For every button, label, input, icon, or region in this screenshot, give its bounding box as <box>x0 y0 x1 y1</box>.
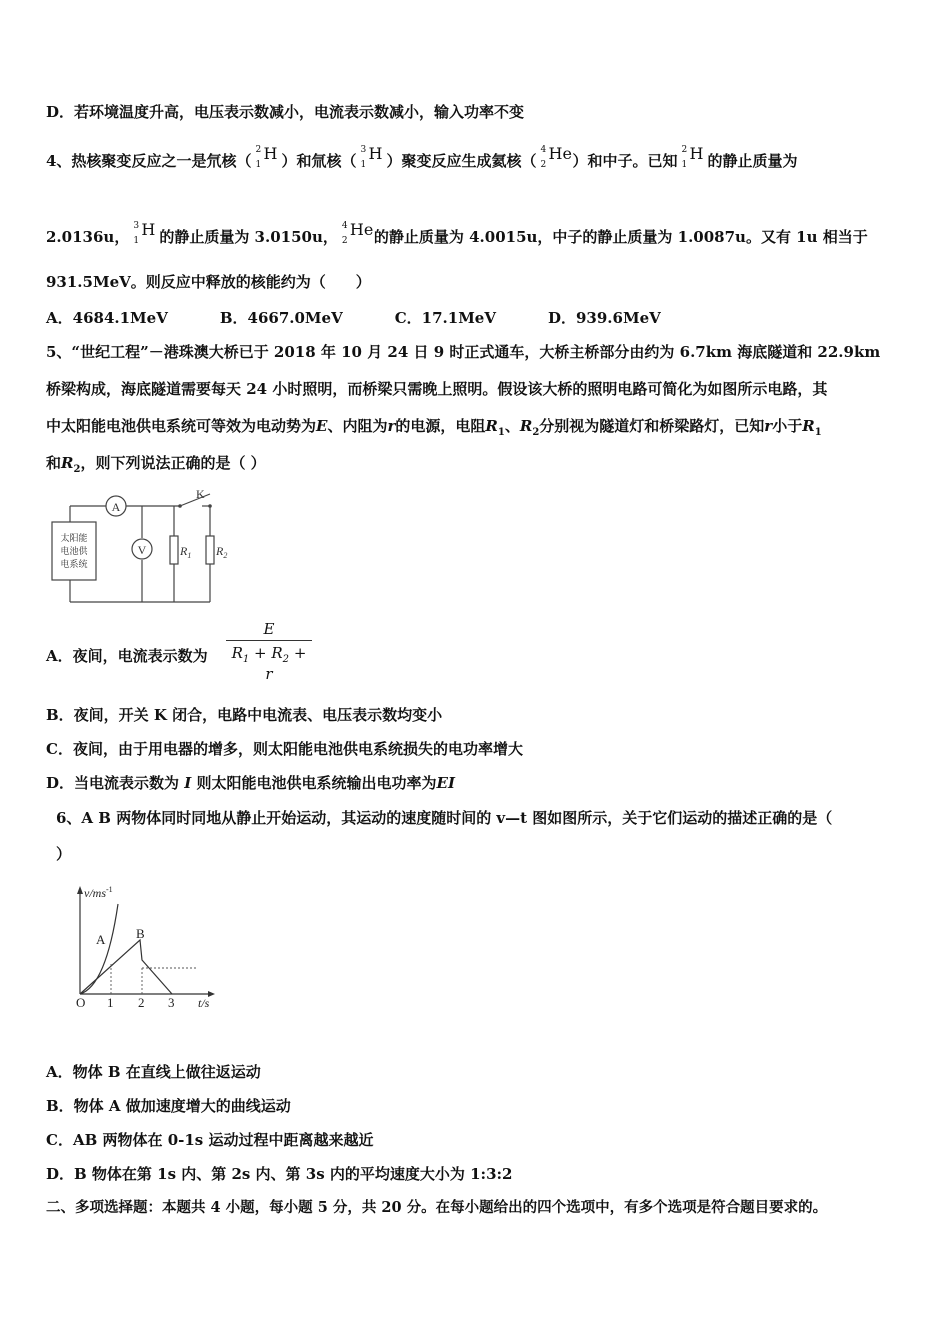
tritium-symbol: 3 1 H <box>360 144 383 170</box>
line-b <box>80 940 172 994</box>
source-label-3: 电系统 <box>60 559 88 569</box>
graph-label-b: B <box>136 926 145 941</box>
q6-option-a: A．物体 B 在直线上做往返运动 <box>46 1063 261 1081</box>
svg-text:R2: $R_2$ <box>216 544 228 560</box>
resistor-r1 <box>170 536 191 564</box>
source-label-2: 电池供 <box>60 546 88 556</box>
curve-a <box>80 904 118 994</box>
svg-text:A: A <box>111 500 121 514</box>
source-label-1: 太阳能 <box>60 533 88 543</box>
svg-text:V: V <box>137 543 147 557</box>
q4-line-3: 931.5MeV。则反应中释放的核能约为（ ） <box>46 273 371 291</box>
resistor-r2 <box>206 536 227 564</box>
q4-option-a: A．4684.1MeV <box>46 309 168 327</box>
q6-line-2: ） <box>56 845 72 863</box>
graph-origin: O <box>76 995 86 1010</box>
q4-line-1: 4、热核聚变反应之一是氘核（ 2 1 H ）和氚核（ 3 1 H ）聚变反应生成氦核（ 4 2 He ）和中子。已知 2 1 H 的静止质量为 <box>46 144 798 170</box>
q5-line-1: 5、“世纪工程”－港珠澳大桥已于 2018 年 10 月 24 日 9 时正式通车，大桥主桥部分由约为 6.7km 海底隧道和 22.9km <box>46 343 881 361</box>
q4-options <box>46 308 661 328</box>
graph-ylabel: $v/ms^{-1}$ <box>84 885 113 900</box>
q3-option-d: D．若环境温度升高，电压表示数减小，电流表示数减小，输入功率不变 <box>46 103 525 121</box>
helium-symbol-2: 4 2 He <box>341 220 374 246</box>
q5-option-b: B．夜间，开关 K 闭合，电路中电流表、电压表示数均变小 <box>46 706 443 724</box>
graph-label-a: A <box>96 932 106 947</box>
q6-option-d: D．B 物体在第 1s 内、第 2s 内、第 3s 内的平均速度大小为 1:3:2 <box>46 1165 513 1183</box>
q4-option-d: D．939.6MeV <box>547 309 661 327</box>
q6-option-b: B．物体 A 做加速度增大的曲线运动 <box>46 1097 291 1115</box>
circuit-diagram <box>44 484 244 608</box>
tritium-symbol-2: 3 1 H <box>133 220 156 246</box>
q5-line-2: 桥梁构成，海底隧道需要每天 24 小时照明，而桥梁只需晚上照明。假设该大桥的照明电路可简化为如图所示电路，其 <box>46 380 828 398</box>
svg-text:R1: $R_1$ <box>180 544 192 560</box>
current-fraction: $\frac{E}{R_1 + R_2 + r}$ <box>226 620 312 683</box>
graph-tick-3: 3 <box>168 995 175 1010</box>
q6-option-c: C．AB 两物体在 0-1s 运动过程中距离越来越近 <box>46 1131 374 1149</box>
q5-line-3: 中太阳能电池供电系统可等效为电动势为E、内阻为r的电源，电阻$R_1$、$R_2$分别视为隧道灯和桥梁路灯，已知r小于$R_1$ <box>46 417 822 438</box>
graph-tick-1: 1 <box>107 995 114 1010</box>
q4-option-b: B．4667.0MeV <box>219 309 343 327</box>
solar-power-source <box>52 522 96 580</box>
graph-tick-2: 2 <box>138 995 145 1010</box>
q4-option-c: C．17.1MeV <box>394 309 496 327</box>
section-2-heading: 二、多项选择题：本题共 4 小题，每小题 5 分，共 20 分。在每小题给出的四个选项中，有多个选项是符合题目要求的。 <box>46 1199 828 1216</box>
svg-text:K: K <box>196 487 205 501</box>
graph-xlabel: t/s <box>198 996 210 1010</box>
q5-option-d: D．当电流表示数为 I 则太阳能电池供电系统输出电功率为EI <box>46 774 455 792</box>
vt-graph <box>68 882 218 1012</box>
ammeter-icon <box>106 496 126 516</box>
q6-line-1: 6、A B 两物体同时同地从静止开始运动，其运动的速度随时间的 v—t 图如图所示，关于它们运动的描述正确的是（ <box>56 809 833 827</box>
voltmeter-icon <box>132 539 152 559</box>
q5-option-c: C．夜间，由于用电器的增多，则太阳能电池供电系统损失的电功率增大 <box>46 740 523 758</box>
deuterium-symbol: 2 1 H <box>255 144 278 170</box>
q4-line-2: 2.0136u， 3 1 H 的静止质量为 3.0150u， 4 2 He 的静止质量为 4.0015u，中子的静止质量为 1.0087u。又有 1u 相当于 <box>46 220 868 246</box>
helium-symbol: 4 2 He <box>540 144 572 170</box>
q5-line-4: 和$R_2$，则下列说法正确的是（ ） <box>46 454 266 475</box>
deuterium-symbol-2: 2 1 H <box>681 144 704 170</box>
q5-option-a: A．夜间，电流表示数为 <box>46 647 208 665</box>
